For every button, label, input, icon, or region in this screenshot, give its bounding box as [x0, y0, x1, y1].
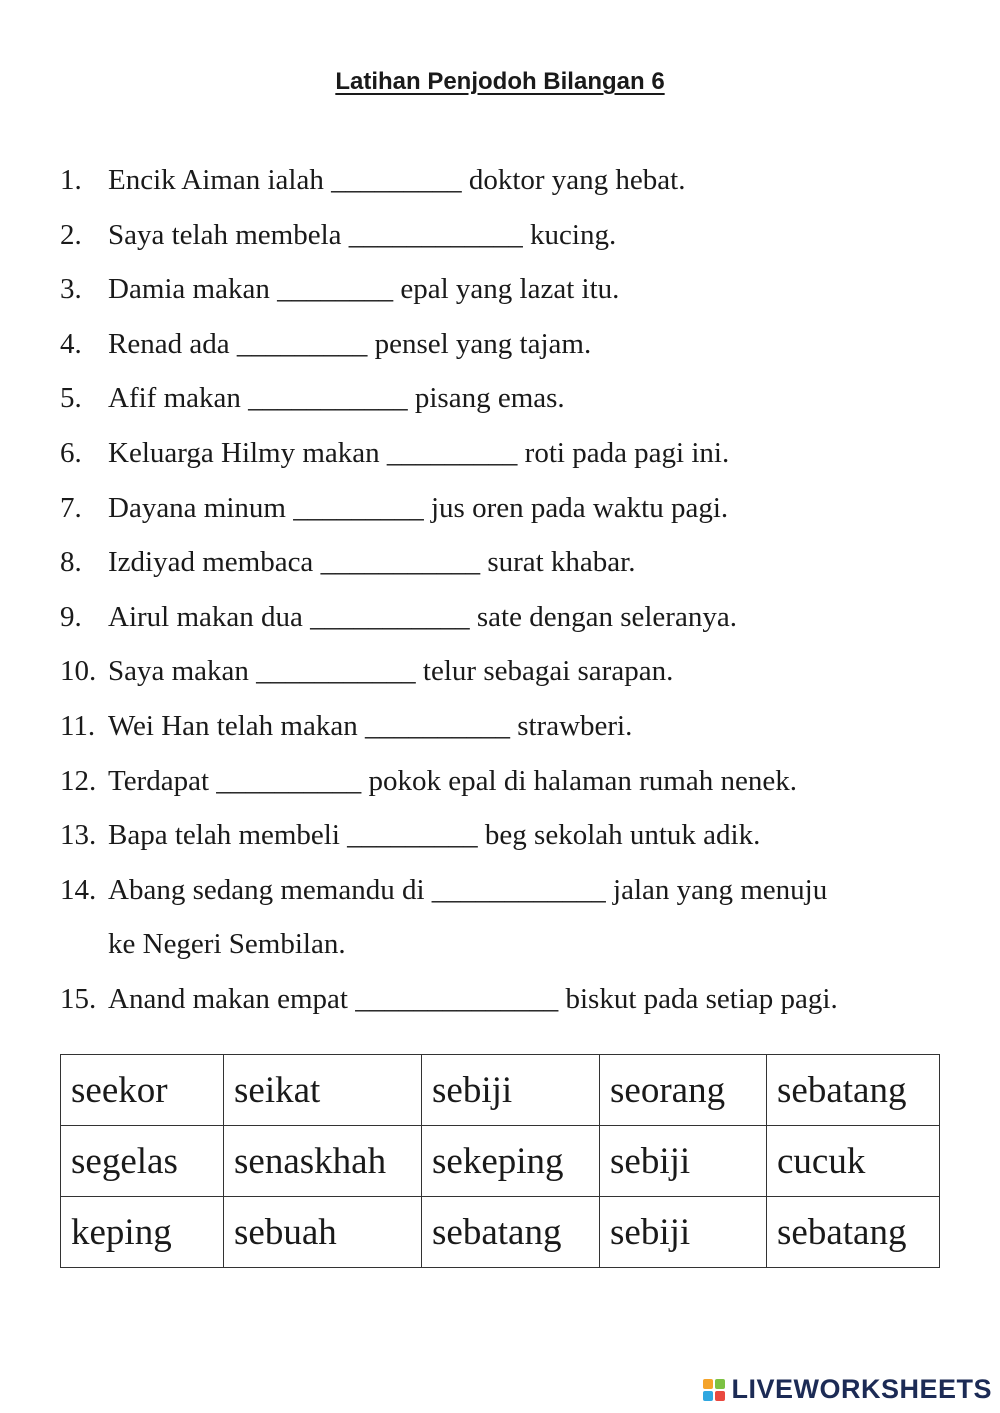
question-2: [60, 208, 960, 263]
word-bank-cell: sebuah: [224, 1197, 422, 1268]
question-text: Bapa telah membeli _________ beg sekolah untuk adik.: [108, 819, 761, 852]
question-text: Keluarga Hilmy makan _________ roti pada pagi ini.: [108, 436, 730, 469]
answer-blank[interactable]: _________: [293, 491, 424, 524]
worksheet-title: Latihan Penjodoh Bilangan 6: [335, 68, 665, 95]
question-text: Wei Han telah makan __________ strawberi.: [108, 709, 633, 742]
question-11: [60, 699, 960, 754]
question-3: [60, 262, 960, 317]
question-continuation: ke Negeri Sembilan.: [108, 928, 346, 961]
answer-blank[interactable]: _________: [347, 819, 478, 852]
question-number: 6.: [60, 436, 82, 469]
word-bank-cell: senaskhah: [224, 1126, 422, 1197]
answer-blank[interactable]: _________: [386, 436, 518, 469]
question-4: [60, 317, 960, 372]
word-bank-row: [61, 1197, 940, 1268]
word-bank-cell: sebiji: [422, 1055, 600, 1126]
logo-square: [703, 1379, 713, 1389]
word-bank-cell: sebiji: [600, 1197, 767, 1268]
liveworksheets-logo: [703, 1374, 992, 1405]
answer-blank[interactable]: ____________: [348, 218, 523, 251]
answer-blank[interactable]: ______________: [355, 982, 559, 1015]
question-number: 9.: [60, 600, 82, 633]
question-text: Anand makan empat ______________ biskut pada setiap pagi.: [108, 982, 838, 1015]
question-text: Terdapat __________ pokok epal di halaman rumah nenek.: [108, 764, 797, 797]
word-bank-cell: sebatang: [767, 1197, 940, 1268]
answer-blank[interactable]: __________: [216, 764, 362, 797]
question-text: Airul makan dua ___________ sate dengan seleranya.: [108, 600, 737, 633]
question-number: 14.: [60, 873, 97, 906]
word-bank-cell: seikat: [224, 1055, 422, 1126]
question-number: 7.: [60, 491, 82, 524]
question-text: Dayana minum _________ jus oren pada waktu pagi.: [108, 491, 729, 524]
question-number: 8.: [60, 546, 82, 579]
word-bank-cell: seorang: [600, 1055, 767, 1126]
question-number: 10.: [60, 655, 97, 688]
question-number: 15.: [60, 982, 97, 1015]
question-text: Saya telah membela ____________ kucing.: [108, 218, 617, 251]
question-text: Abang sedang memandu di ____________ jalan yang menuju ke Negeri Sembilan.: [108, 873, 828, 961]
question-number: 5.: [60, 382, 82, 415]
word-bank-cell: sekeping: [422, 1126, 600, 1197]
question-9: [60, 590, 960, 645]
answer-blank[interactable]: ___________: [256, 655, 416, 688]
question-text: Damia makan ________ epal yang lazat itu.: [108, 273, 620, 306]
answer-blank[interactable]: __________: [364, 709, 510, 742]
question-number: 12.: [60, 764, 97, 797]
question-6: [60, 426, 960, 481]
logo-square: [715, 1391, 725, 1401]
word-bank-cell: sebatang: [767, 1055, 940, 1126]
question-number: 11.: [60, 709, 96, 742]
word-bank-table: [60, 1054, 940, 1268]
word-bank-row: [61, 1126, 940, 1197]
question-number: 4.: [60, 327, 82, 360]
logo-square: [703, 1391, 713, 1401]
word-bank-cell: segelas: [61, 1126, 224, 1197]
liveworksheets-logo-icon: [703, 1379, 725, 1401]
word-bank-cell: keping: [61, 1197, 224, 1268]
answer-blank[interactable]: ___________: [320, 546, 481, 579]
answer-blank[interactable]: ________: [277, 273, 394, 306]
question-13: [60, 808, 960, 863]
question-text: Izdiyad membaca ___________ surat khabar.: [108, 546, 636, 579]
answer-blank[interactable]: _________: [236, 327, 368, 360]
logo-square: [715, 1379, 725, 1389]
word-bank-row: [61, 1055, 940, 1126]
word-bank-cell: seekor: [61, 1055, 224, 1126]
question-text: Encik Aiman ialah _________ doktor yang hebat.: [108, 164, 686, 196]
question-5: [60, 371, 960, 426]
question-8: [60, 535, 960, 590]
question-1: [60, 153, 960, 208]
question-number: 13.: [60, 819, 97, 852]
word-bank-cell: sebiji: [600, 1126, 767, 1197]
question-number: 2.: [60, 218, 82, 251]
question-number: 1.: [60, 164, 82, 196]
question-text: Afif makan ___________ pisang emas.: [108, 382, 565, 415]
answer-blank[interactable]: ____________: [431, 873, 606, 906]
question-14: [60, 863, 960, 972]
answer-blank[interactable]: ___________: [248, 382, 408, 415]
answer-blank[interactable]: ___________: [310, 600, 470, 633]
question-text: Renad ada _________ pensel yang tajam.: [108, 327, 592, 360]
word-bank-cell: sebatang: [422, 1197, 600, 1268]
question-number: 3.: [60, 273, 82, 306]
question-7: [60, 481, 960, 536]
question-15: [60, 972, 960, 1027]
question-list: [60, 153, 960, 1027]
brand-name: LIVEWORKSHEETS: [731, 1374, 992, 1404]
answer-blank[interactable]: _________: [331, 164, 462, 196]
question-10: [60, 644, 960, 699]
question-text: Saya makan ___________ telur sebagai sarapan.: [108, 655, 674, 688]
word-bank-cell: cucuk: [767, 1126, 940, 1197]
question-12: [60, 754, 960, 809]
